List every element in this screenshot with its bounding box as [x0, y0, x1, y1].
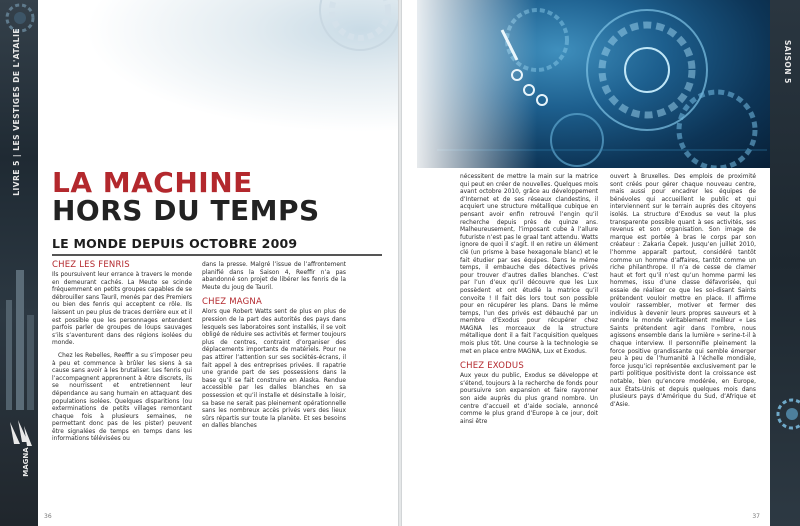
left-page	[0, 0, 398, 526]
book-side-label: LIVRE 5 | LES VESTIGES DE L'ATALIE	[12, 28, 21, 196]
gear-illustration	[250, 0, 398, 70]
paragraph: nécessitent de mettre la main sur la matrice qui peut en créer de nouvelles. Quelques mois avant octobre 2010, grâce au développement d’Internet et de ses réseaux clandestins, il acquiert une structure métallique cubique en pensant avoir enfin retrouvé l’engin qu’il recherche depuis près de quinze ans. Malheureusement, l’imposant cube à l’allure futuriste n’est pas le graal tant attendu. Watts ignore de quoi il s’agit. Il en retire un élément clé (un prisme à base hexagonale blanc) et le fait étudier par ses équipes. Dans le même temps, il embauche des détectives privés pour trouver d’autres dalles blanches. C’est par l’un d’eux qu’il découvre que les Lux possèdent et ont étudié la matrice qu’il convoite ! Il fait dès lors tout son possible pour en récupérer les plans. Dans le même temps, l’un des privés est débauché par un membre d’Exodus pour récupérer chez MAGNA les morceaux de la structure métallique dont il a fait l’acquisition quelques mois plus tôt. Une course à la technologie se met en place entre MAGNA, Lux et Exodus.	[460, 174, 598, 355]
heading-magna: CHEZ MAGNA	[202, 297, 262, 308]
city-silhouette-icon	[2, 260, 38, 410]
page-number-left: 36	[44, 513, 52, 520]
paragraph: Alors que Robert Watts sent de plus en plus de pression de la part des autorités des pays dans lesquels ses laboratoires sont installés, il se voit obligé de réduire ses activités et fermer toujours plus de centres, contraint d’organiser des déplacements importants de matériels. Pour ne pas attirer l’attention sur ses sociétés-écrans, il fait appel à des entreprises privées. Il rapatrie une grande part de ses possessions dans la base qu’il se fait construire en Alaska. Rendue accessible par les dalles blanches en sa possession et qu’il installe et désinstalle à loisir, sa base ne serait pas pleinement opérationnelle sans les nombreux accès privés vers des lieux sûrs répartis sur toute la planète. Et ses besoins en dalles blanches	[202, 309, 346, 430]
gear-icon	[770, 390, 800, 440]
paragraph: Chez les Rebelles, Reeffir a su s’imposer peu à peu et commence à brûler les siens à sa cause sans avoir à les brutaliser. Les fenris qui l’accompagnent apprennent à être discrets, ils se nourrissent et entretiennent leur dépendance au sang humain en attaquant des populations isolées. Quelques disparitions (ou exterminations de petits villages remontant chaque fois à plusieurs semaines, ne permettant donc pas de les pister) peuvent être signalées de temps en temps dans les informations télévisées ou	[52, 352, 192, 443]
season-label: SAISON 5	[783, 40, 792, 84]
claw-logo-icon	[6, 418, 34, 478]
logo-text: MAGNA	[22, 447, 30, 477]
paragraph: Aux yeux du public, Exodus se développe et s’étend, toujours à la recherche de fonds pour poursuivre son expansion et faire rayonner son aide auprès du plus grand nombre. Un centre d’accueil et d’aide sociale, annoncé comme le plus grand d’Europe à ce jour, doit ainsi être	[460, 373, 598, 425]
right-page	[402, 0, 800, 526]
right-column-1	[460, 174, 598, 426]
left-side-strip	[0, 0, 38, 526]
paragraph: ouvert à Bruxelles. Des emplois de proximité sont créés pour gérer chaque nouveau centre, mais aussi pour encadrer les équipes de bénévoles qui accueillent le public et qui interviennent sur le terrain auprès des citoyens isolés. La structure d’Exodus se veut la plus transparente possible quant à ses activités, ses revenus et son organisation. Son image de marque est portée à bras le corps par son créateur : Zakaria Čepek. Jusqu’en juillet 2010, l’homme apparaît partout, considéré tantôt comme un homme d’affaires, tantôt comme un riche philanthrope. Il n’a de cesse de clamer haut et fort qu’il n’est qu’un homme parmi les hommes, issu d’une classe défavorisée, qui essaie de réaliser ce que les soi-disant Saints prétendent vouloir mettre en place. Il affirme vouloir rassembler, motiver et fermer des individus à devenir leurs propres sauveurs et à rendre le monde véritablement meilleur « Les Saints prétendent agir dans l’ombre, nous agissons ensemble dans la lumière » serine-t-il à chaque interview. Il personnifie pleinement la force positive grandissante qui semble émerger peu à peu de l’humanité à l’échelle mondiale, force jusqu’ici représentée exclusivement par le parti politique positiviste dont la croissance est notable, bien qu’encore modérée, en Europe, aux États-Unis et depuis quelques mois dans plusieurs pays d’Amérique du Sud, d’Afrique et d’Asie.	[610, 174, 756, 408]
paragraph: dans la presse. Malgré l’issue de l’affrontement planifié dans la Saison 4, Reeffir n’a pas abandonné son projet de libérer les fenris de la Meute du joug de Tauril.	[202, 262, 346, 291]
right-column-2	[610, 174, 756, 409]
magna-logo	[6, 418, 34, 478]
left-column-1	[52, 260, 192, 444]
heading-fenris: CHEZ LES FENRIS	[52, 260, 130, 270]
right-side-strip	[770, 0, 800, 526]
heading-exodus: CHEZ EXODUS	[460, 361, 524, 372]
page-title-line2: HORS DU TEMPS	[52, 194, 320, 227]
page-title-line1: LA MACHINE	[52, 166, 253, 199]
page-number-right: 37	[752, 513, 760, 520]
illustration-fade	[417, 0, 537, 168]
subtitle-rule	[52, 254, 382, 256]
section-subtitle: LE MONDE DEPUIS OCTOBRE 2009	[52, 236, 298, 251]
left-column-2	[202, 262, 346, 431]
paragraph: Ils poursuivent leur errance à travers le monde en demeurant cachés. La Meute se scinde fréquemment en petits groupes capables de se débrouiller sans Tauril, menés par des Premiers ou bien des fenris qui acceptent ce rôle. Ils laissent un peu plus de traces derrière eux et il est possible que les personnages entendent parfois parler de groupes de loups sauvages s’ils s’aventurent dans des régions isolées du monde.	[52, 272, 192, 347]
